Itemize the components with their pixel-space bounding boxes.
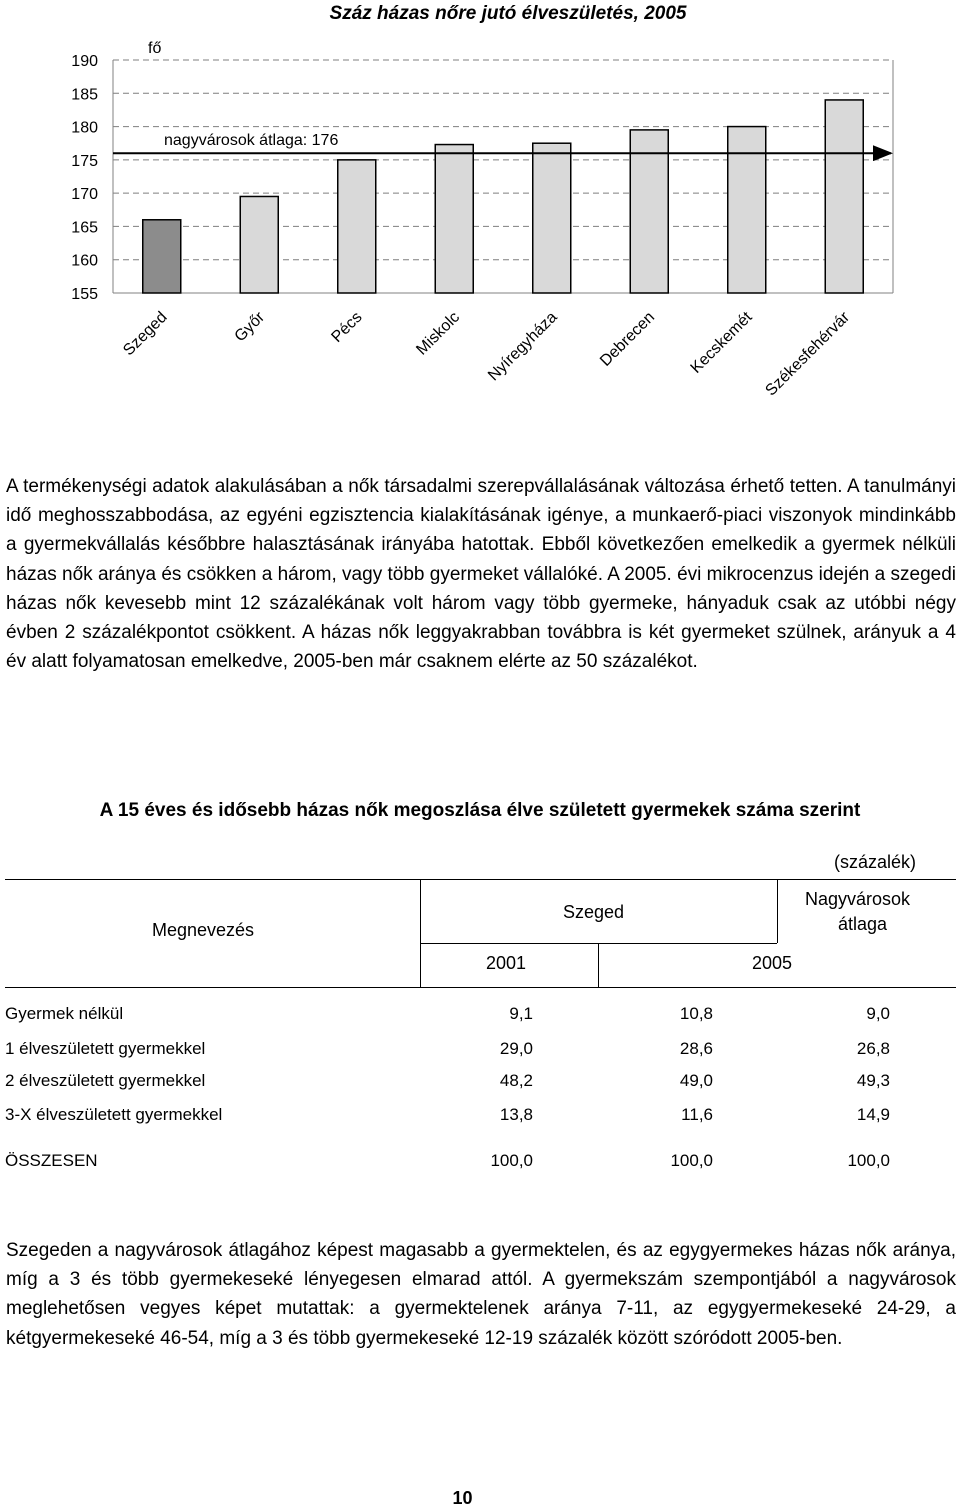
y-tick-label: 190 (71, 53, 98, 70)
header-2005: 2005 (752, 953, 793, 973)
paragraph-summary: Szegeden a nagyvárosok átlagához képest magasabb a gyermektelen, és az egygyermekes házas nők aránya, míg a 3 és több gyermekeseké lényegesen elmarad attól. A gyermekszám szempontjából a nagyvárosok meglehetősen vegyes képet mutattak: a gyermektelenek aránya 7-11, az egygyermekeseké 24-29, a kétgyermekeseké 46-54, míg a 3 és több gyermekeseké 12-19 százalék között szóródott 2005-ben. (6, 1240, 956, 1349)
bar-nyíregyháza (533, 143, 571, 293)
value-2005: 10,8 (679, 1004, 713, 1023)
value-average: 49,3 (856, 1071, 890, 1090)
reference-line-label: nagyvárosok átlaga: 176 (164, 132, 339, 149)
header-szeged: Szeged (563, 902, 625, 922)
value-average: 9,0 (866, 1004, 890, 1023)
chart-gridlines (113, 60, 893, 293)
y-tick-label: 175 (71, 152, 98, 170)
x-tick-label: Székesfehérvár (762, 308, 854, 400)
value-average: 26,8 (856, 1039, 890, 1058)
bar-győr (240, 196, 278, 293)
row-label: 1 élveszületett gyermekkel (5, 1039, 206, 1058)
bar-kecskemét (728, 127, 766, 293)
value-2005: 11,6 (681, 1105, 713, 1124)
y-tick-label: 165 (71, 219, 98, 237)
value-2005: 100,0 (670, 1151, 713, 1170)
table-header-rule (5, 987, 956, 988)
page-number: 10 (452, 1488, 473, 1508)
y-tick-label: 180 (71, 119, 98, 137)
birth-rate-chart (0, 0, 960, 440)
header-2001: 2001 (486, 953, 527, 973)
y-tick-label: 160 (71, 252, 98, 270)
x-tick-label: Miskolc (413, 308, 464, 359)
y-tick-label: 155 (71, 286, 98, 303)
table-divider-left (420, 880, 421, 987)
x-tick-label: Pécs (328, 308, 366, 346)
chart-y-ticks (71, 53, 98, 303)
value-2005: 28,6 (679, 1039, 713, 1058)
row-label: Gyermek nélkül (5, 1004, 124, 1023)
paragraph-intro: A termékenységi adatok alakulásában a nők társadalmi szerepvállalásának változása érhető tetten. A tanulmányi idő meghosszabbodása, az egyéni egzisztencia kialakításának igénye, a munkaerő-piaci viszonyok mindinkább a gyermekvállalás későbbre halasztásának irányába hatottak. Ebből következően emelkedik a gyermek nélküli házas nők aránya és csökken a három, vagy több gyermeket vállalóké. A 2005. évi mikrocenzus idején a szegedi házas nők kevesebb mint 12 százalékának volt három vagy több gyermeke, hányaduk csak az utóbbi négy évben 2 százalékpontot csökkent. A házas nők leggyakrabban továbbra is két gyermeket szülnek, arányuk a 4 év alatt folyamatosan emelkedve, 2005-ben már csaknem elérte az 50 százalékot. (6, 476, 956, 673)
table-divider-year (598, 944, 599, 987)
table-divider-right (777, 880, 778, 943)
bar-pécs (338, 160, 376, 293)
value-2001: 29,0 (499, 1039, 533, 1058)
value-average: 14,9 (856, 1105, 890, 1124)
header-name: Megnevezés (152, 920, 255, 940)
y-tick-label: 185 (71, 86, 98, 104)
bar-szeged (143, 220, 181, 293)
header-avg-line2: átlaga (838, 914, 888, 934)
bar-székesfehérvár (825, 100, 863, 293)
value-2001: 100,0 (490, 1151, 533, 1170)
value-2001: 9,1 (509, 1004, 533, 1023)
chart-x-labels (120, 308, 853, 399)
chart-title: Száz házas nőre jutó élveszületés, 2005 (329, 3, 687, 24)
value-2001: 13,8 (499, 1105, 533, 1124)
table-top-rule (5, 879, 956, 880)
chart-bars (143, 100, 864, 293)
x-tick-label: Szeged (120, 308, 171, 360)
x-tick-label: Kecskemét (687, 308, 756, 377)
row-label: 3-X élveszületett gyermekkel (5, 1105, 223, 1124)
bar-miskolc (435, 145, 473, 293)
chart-y-unit: fő (148, 40, 162, 57)
value-2001: 48,2 (499, 1071, 533, 1090)
y-tick-label: 170 (71, 186, 98, 204)
row-label: 2 élveszületett gyermekkel (5, 1071, 206, 1090)
x-tick-label: Győr (231, 308, 269, 346)
value-2005: 49,0 (679, 1071, 713, 1090)
x-tick-label: Nyíregyháza (485, 308, 561, 385)
bar-debrecen (630, 130, 668, 293)
table-title: A 15 éves és idősebb házas nők megoszlása élve született gyermekek száma szerint (99, 800, 861, 821)
header-avg-line1: Nagyvárosok (805, 889, 911, 909)
x-tick-label: Debrecen (597, 308, 659, 370)
row-label: ÖSSZESEN (5, 1151, 98, 1170)
table-unit: (százalék) (834, 852, 917, 872)
value-average: 100,0 (847, 1151, 890, 1170)
